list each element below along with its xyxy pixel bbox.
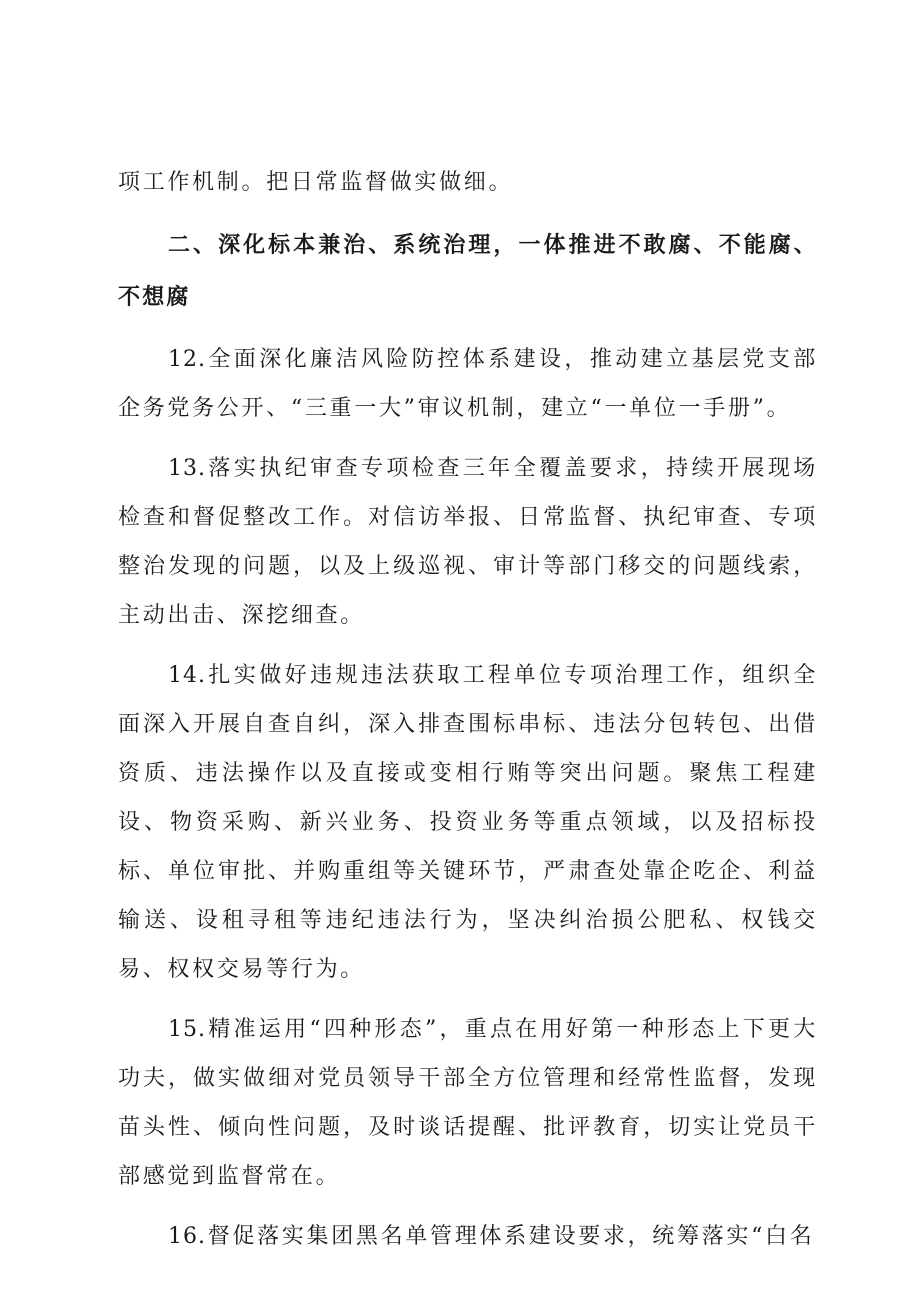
item-number: 12 (168, 347, 198, 372)
item-number: 14 (168, 663, 198, 688)
item-number: 13 (168, 456, 198, 481)
item-text: .扎实做好违规违法获取工程单位专项治理工作，组织全面深入开展自查自纠，深入排查围标串标、违法分包转包、出借资质、违法操作以及直接或变相行贿等突出问题。聚焦工程建设、物资采购、新兴业务、投资业务等重点领域，以及招标投标、单位审批、并购重组等关键环节，严肃查处靠企吃企、利益输送、设租寻租等违纪违法行为，坚决纠治损公肥私、权钱交易、权权交易等行为。 (118, 663, 818, 982)
item-number: 16 (168, 1224, 198, 1249)
item-number: 15 (168, 1017, 198, 1042)
document-page (118, 158, 818, 1261)
list-item (118, 651, 818, 994)
list-item (118, 444, 818, 640)
item-text: .督促落实集团黑名单管理体系建设要求，统筹落实“白名 (198, 1224, 815, 1249)
section-heading: 二、深化标本兼治、系统治理，一体推进不敢腐、不能腐、不想腐 (118, 233, 818, 310)
list-item (118, 1212, 818, 1261)
item-text: .精准运用“四种形态”，重点在用好第一种形态上下更大功夫，做实做细对党员领导干部全方位管理和经常性监督，发现苗头性、倾向性问题，及时谈话提醒、批评教育，切实让党员干部感觉到监督常在。 (118, 1017, 818, 1189)
continuation-paragraph: 项工作机制。把日常监督做实做细。 (118, 170, 514, 195)
list-item (118, 335, 818, 433)
item-text: .落实执纪审查专项检查三年全覆盖要求，持续开展现场检查和督促整改工作。对信访举报、日常监督、执纪审查、专项整治发现的问题，以及上级巡视、审计等部门移交的问题线索，主动出击、深挖细查。 (118, 456, 818, 628)
list-item (118, 1005, 818, 1201)
item-text: .全面深化廉洁风险防控体系建设，推动建立基层党支部企务党务公开、“三重一大”审议机制，建立“一单位一手册”。 (118, 347, 818, 421)
